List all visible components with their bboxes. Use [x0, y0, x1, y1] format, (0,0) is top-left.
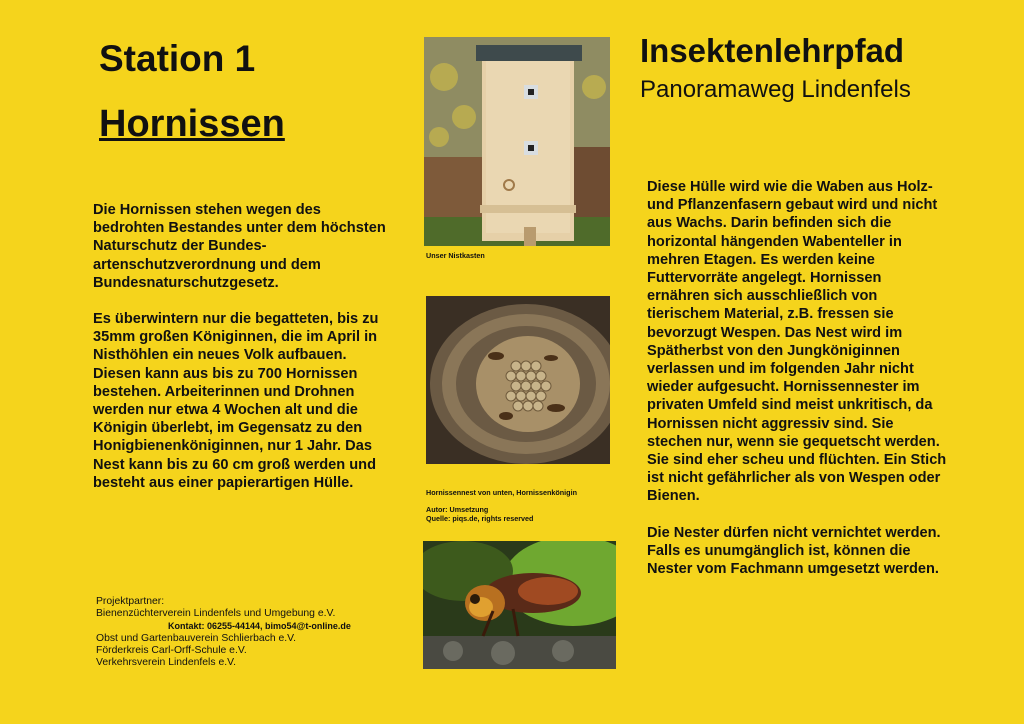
nest-box-caption: Unser Nistkasten: [426, 251, 485, 260]
trail-title: Insektenlehrpfad: [640, 32, 905, 69]
intro-paragraph-2: Es überwintern nur die begatteten, bis zu 35mm großen Königinnen, die im April in Nisthöhlen ein neues Volk aufbauen. Diesen kann aus bis zu 700 Hornissen bestehen. Arbeiterinnen und Drohnen werden nur etwa 4 Wochen alt und die Königin überlebt, im Gegensatz zu den Honigbienenköniginnen, nur 1 Jahr. Das Nest kann bis zu 60 cm groß werden und besteht aus einer papierartigen Hülle.: [93, 311, 379, 491]
photo-author: Autor: Umsetzung: [426, 505, 489, 514]
trail-subtitle: Panoramaweg Lindenfels: [640, 76, 911, 103]
partner-contact: Kontakt: 06255-44144, bimo54@t-online.de: [168, 621, 351, 632]
hornet-nest-caption: Hornissennest von unten, Hornissenkönigin: [426, 488, 577, 497]
intro-paragraph-1: Die Hornissen stehen wegen des bedrohten Bestandes unter dem höchsten Naturschutz der Bundes-artenschutzverordnung und dem Bundesnaturschutzgesetz.: [93, 202, 386, 291]
station-heading: Station 1: [99, 38, 256, 79]
partner-garden-club: Obst und Gartenbauverein Schlierbach e.V.: [96, 632, 297, 644]
partner-school: Förderkreis Carl-Orff-Schule e.V.: [96, 644, 247, 656]
nest-box-photo: [424, 37, 610, 246]
project-partners: [96, 596, 386, 669]
hornet-nest-photo: [426, 296, 610, 464]
hornet-queen-photo: [423, 541, 616, 669]
photo-source: Quelle: piqs.de, rights reserved: [426, 514, 534, 523]
detail-paragraph-2: Die Nester dürfen nicht vernichtet werden. Falls es unumgänglich ist, können die Nester vom Fachmann umgesetzt werden.: [647, 524, 941, 578]
partners-heading: Projektpartner:: [96, 596, 165, 607]
detail-paragraph-1: Diese Hülle wird wie die Waben aus Holz- und Pflanzenfasern gebaut wird und nicht aus Wachs. Darin befinden sich die horizontal hängenden Wabenteller in mehren Etagen. Es werden keine Futtervorräte angelegt. Hornissen ernähren sich ausschließlich von tierischem Material, z.B. fressen sie bevorzugt Wespen. Das Nest wird im Spätherbst von den Jungköniginnen verlassen und im folgenden Jahr nicht wieder aufgesucht. Hornissennester im privaten Umfeld sind meist unkritisch, da Hornissen nicht aggressiv sind. Sie stechen nur, wenn sie gequetscht werden. Sie sind eher scheu und flüchten. Ein Stich ist nicht gefährlicher als von Wespen oder Bienen.: [647, 179, 947, 505]
intro-text: [93, 201, 393, 510]
partner-tourism: Verkehrsverein Lindenfels e.V.: [96, 657, 236, 669]
subject-heading: Hornissen: [99, 103, 285, 145]
detail-text: [647, 178, 947, 596]
partner-beekeepers: Bienenzüchterverein Lindenfels und Umgebung e.V.: [96, 608, 336, 620]
